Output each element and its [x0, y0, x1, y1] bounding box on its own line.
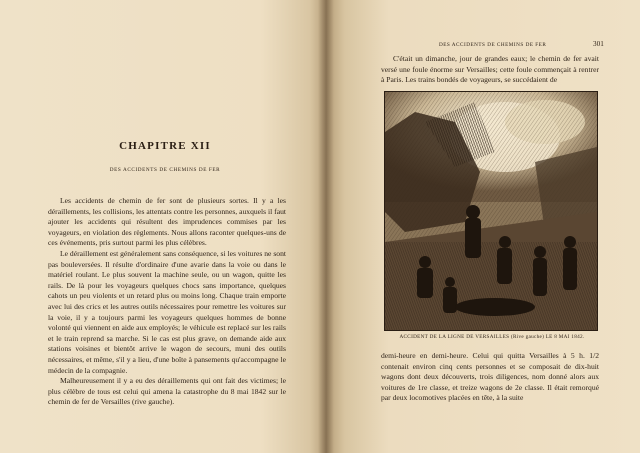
- running-head: DES ACCIDENTS DE CHEMINS DE FER: [439, 42, 547, 48]
- paragraph: Le déraillement est généralement sans conséquence, si les voitures ne sont pas bouleversées. Il résulte d'ordinaire d'une avarie dans la voie ou dans le matériel roulant. Le plus souvent la machine seule, ou un wagon, quitte les rails. De là pour les voyageurs quelques chocs sans importance, quelques cahots un peu violents et un retard plus ou moins long. Chaque train emporte avec lui des crics et les autres outils nécessaires pour remettre les voitures sur la voie, il y a toujours parmi les voyageurs quelques hommes de bonne volonté qui viennent en aide aux employés; le véhicule est replacé sur les rails et le train reprend sa marche. Si le cas est plus grave, on demande aide aux stations voisines et bientôt arrive le wagon de secours, muni des outils nécessaires, et même, s'il y a lieu, d'une boîte à pansements qu'accompagne le médecin de la compagnie.: [48, 248, 286, 375]
- engraving-caption: ACCIDENT DE LA LIGNE DE VERSAILLES (Rive gauche) LE 8 MAI 1842.: [399, 334, 585, 340]
- right-bottom-text: [381, 351, 599, 404]
- paragraph: demi-heure en demi-heure. Celui qui quitta Versailles à 5 h. 1/2 contenait environ cinq cents personnes et se composait de dix-huit wagons dont deux découverts, trois diligences, nom donné alors aux voitures de 1re classe, et treize wagons de 2e classe. Il était remorqué par deux locomotives placées en tête, à la suite: [381, 351, 599, 403]
- paragraph: C'était un dimanche, jour de grandes eaux; le chemin de fer avait versé une foule énorme sur Versailles; cette foule commençait à rentrer à Paris. Les trains bondés de voyageurs, se succédaient de: [381, 54, 599, 85]
- book-gutter: [318, 0, 334, 453]
- right-page: [326, 0, 640, 453]
- right-top-text: [381, 54, 599, 86]
- chapter-subtitle: DES ACCIDENTS DE CHEMINS DE FER: [109, 167, 221, 173]
- engraving-illustration: [384, 91, 598, 331]
- chapter-title: CHAPITRE XII: [119, 140, 211, 152]
- page-number: 301: [593, 40, 604, 48]
- paragraph: Les accidents de chemin de fer sont de plusieurs sortes. Il y a les déraillements, les collisions, les attentats contre les personnes, auxquels il faut ajouter les accidents qui résultent des imprudences commises par les voyageurs, en violation des règlements. Nous allons raconter quelques-uns de ces événements, pris surtout parmi les plus célèbres.: [48, 196, 286, 248]
- paragraph: Malheureusement il y a eu des déraillements qui ont fait des victimes; le plus célèbre de tous est celui qui amena la catastrophe du 8 mai 1842 sur le chemin de fer de Versailles (rive gauche).: [48, 376, 286, 407]
- left-body-text: [48, 196, 286, 408]
